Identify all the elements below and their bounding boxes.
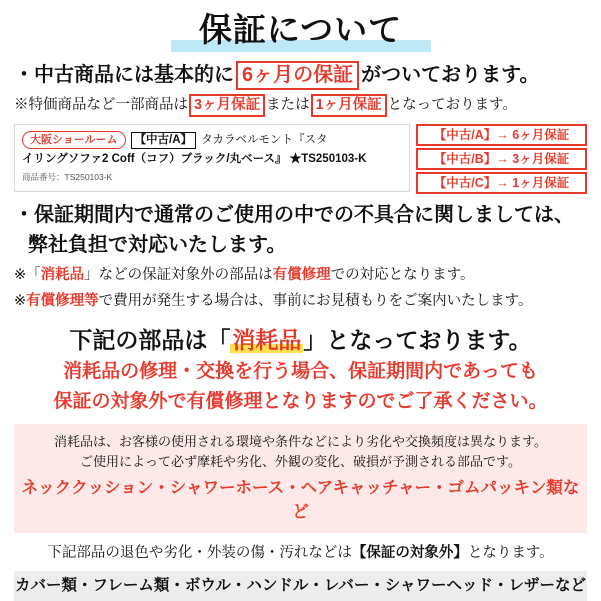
sample-grade-badge: 【中古/A】 — [131, 132, 197, 149]
warranty-line1-pre: ・中古商品には基本的に — [14, 64, 234, 86]
grade-callout-list — [416, 124, 587, 194]
period-note1-consumable: 消耗品 — [40, 267, 85, 283]
period-note-2 — [14, 290, 587, 312]
consumables-heading-post: 」となっております。 — [303, 327, 532, 353]
warranty-6month-badge: 6ヶ月の保証 — [236, 61, 359, 90]
warranty-line-1 — [14, 60, 587, 90]
bottom-note-post: となります。 — [467, 545, 554, 561]
period-line-1: ・保証期間内で通常のご使用の中での不具合に関しましては、 — [14, 204, 574, 226]
period-note1-mid: 」などの保証対象外の部品は — [84, 267, 273, 283]
sample-product-code: 商品番号：TS250103-K — [22, 172, 113, 182]
showroom-pill: 大阪ショールーム — [22, 131, 126, 149]
period-note2-post: で費用が発生する場合は、事前にお見積もりをご案内いたします。 — [98, 293, 533, 309]
sample-card-top — [22, 131, 402, 149]
warranty-line1-post: がついております。 — [361, 64, 540, 86]
bottom-note-pre: 下記部品の退色や劣化・外装の傷・汚れなどは — [47, 545, 352, 561]
bottom-note — [14, 542, 587, 564]
excluded-parts-bar: カバー類・フレーム類・ボウル・ハンドル・レバー・シャワーヘッド・レザーなど — [14, 571, 587, 601]
period-note2-paid-repair: 有償修理等 — [26, 293, 99, 309]
consumables-heading-highlight: 消耗品 — [230, 324, 303, 356]
period-note-1 — [14, 264, 587, 286]
period-note2-pre: ※ — [14, 293, 27, 309]
consumables-panel — [14, 424, 587, 533]
page-title-wrap — [14, 10, 587, 54]
period-line-2: 弊社負担で対応いたします。 — [28, 234, 287, 256]
period-note1-paid-repair: 有償修理 — [272, 267, 331, 283]
warranty-line2-pre: ※特価商品など一部商品は — [14, 97, 188, 113]
sample-product-name-2: イリングソファ2 Coff（コフ）ブラック/丸ベース』 ★TS250103-K — [22, 153, 367, 165]
period-note1-post: での対応となります。 — [330, 267, 475, 283]
bottom-note-exclusion: 【保証の対象外】 — [351, 545, 468, 561]
warranty-3month-badge: 3ヶ月保証 — [189, 94, 265, 117]
grade-callout-a: 【中古/A】→ 6ヶ月保証 — [416, 124, 587, 146]
grade-callout-c: 【中古/C】→ 1ヶ月保証 — [416, 172, 587, 194]
sample-product-card — [14, 124, 410, 192]
consumables-heading-pre: 下記の部品は「 — [69, 327, 231, 353]
consumables-parts-list: ネッククッション・シャワーホース・ヘアキャッチャー・ゴムパッキン類など — [21, 479, 580, 521]
consumables-warning-2: 保証の対象外で有償修理となりますのでご了承ください。 — [53, 391, 548, 412]
grade-callout-b: 【中古/B】→ 3ヶ月保証 — [416, 148, 587, 170]
warranty-line-2 — [14, 94, 587, 117]
page-title: 保証について — [198, 11, 403, 48]
warranty-line2-post: となっております。 — [387, 97, 517, 113]
consumables-heading — [14, 324, 587, 356]
consumables-panel-line-2: ご使用によって必ず摩耗や劣化、外観の変化、破損が予測される部品です。 — [80, 454, 521, 469]
warranty-1month-badge: 1ヶ月保証 — [311, 94, 387, 117]
sample-product-name-1: タカラベルモント『スタ — [201, 133, 328, 146]
sample-area — [14, 124, 587, 194]
consumables-warning-1: 消耗品の修理・交換を行う場合、保証期間内であっても — [63, 361, 538, 382]
period-note1-pre: ※「 — [14, 267, 41, 283]
warranty-line2-mid: または — [266, 97, 310, 113]
consumables-panel-line-1: 消耗品は、お客様の使用される環境や条件などにより劣化や交換頻度は異なります。 — [54, 434, 547, 449]
